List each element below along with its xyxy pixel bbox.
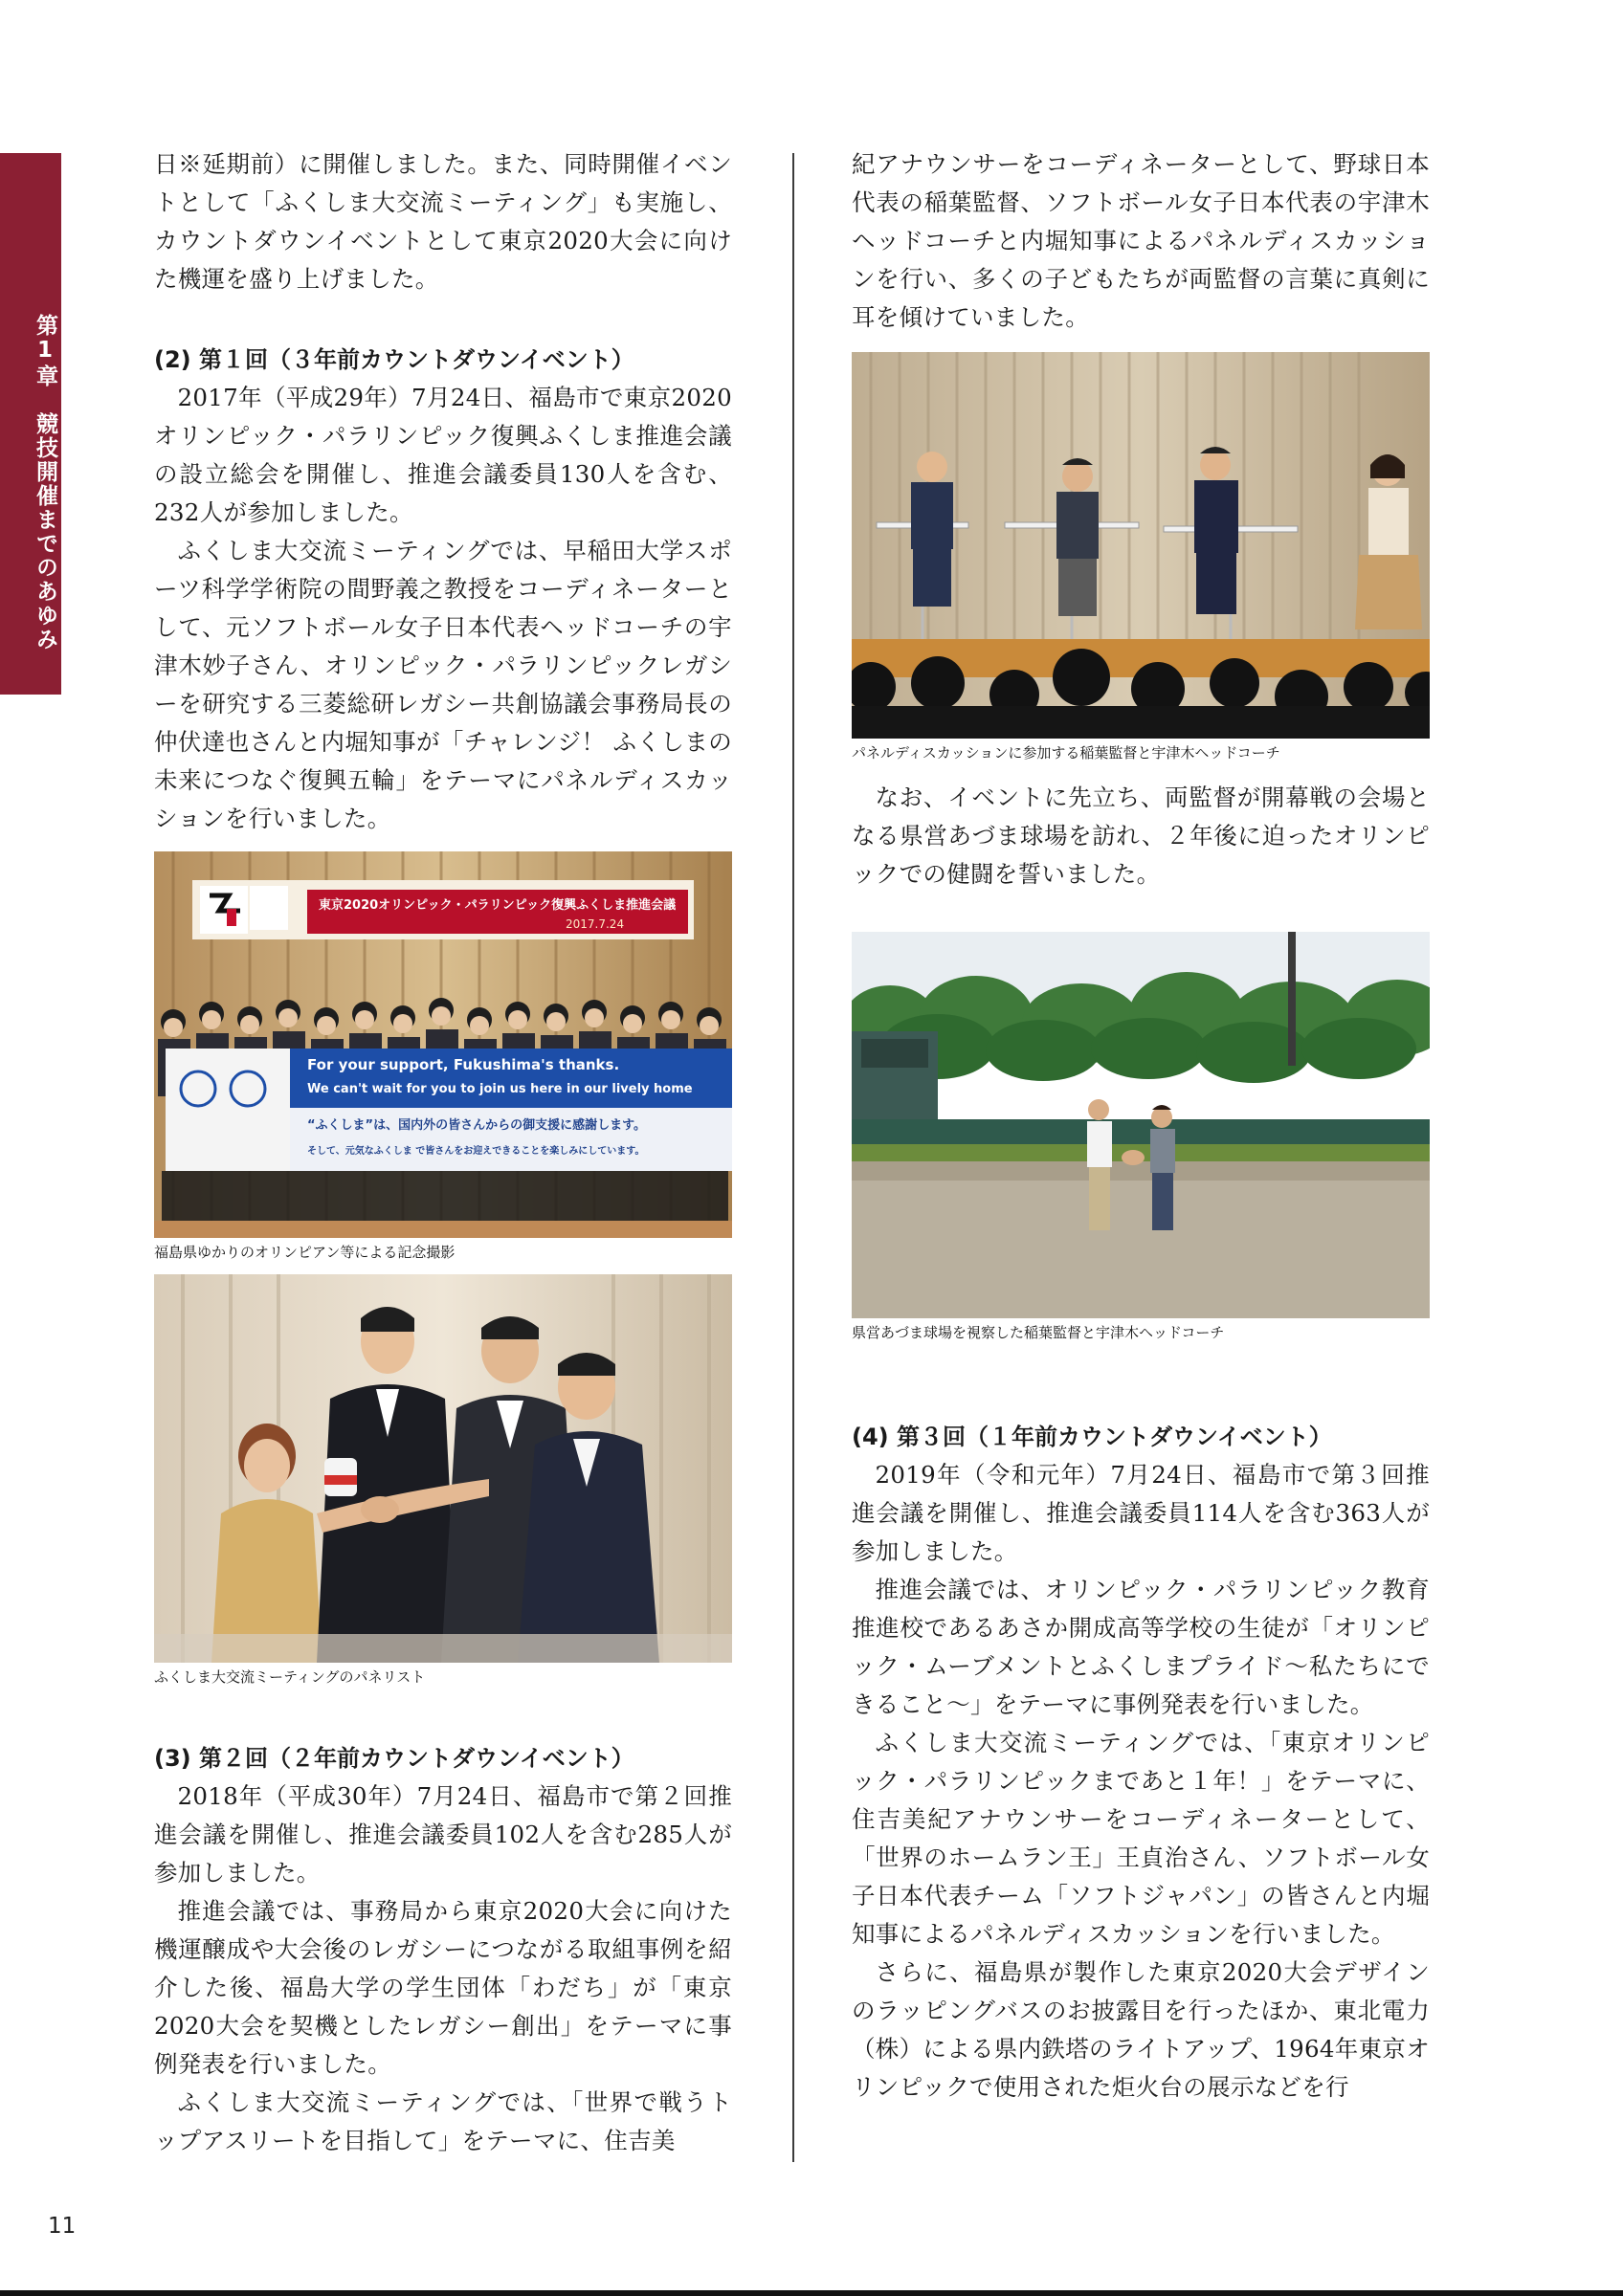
left-column — [154, 145, 732, 2160]
page-number: 11 — [48, 2214, 77, 2239]
section-3-heading: (3) 第２回（２年前カウントダウンイベント） — [154, 1745, 634, 1772]
section-2-paragraph-2: ふくしま大交流ミーティングでは、早稲田大学スポーツ科学学術院の間野義之教授をコーディネーターとして、元ソフトボール女子日本代表ヘッドコーチの宇津木妙子さん、オリンピック・パラリンピックレガシーを研究する三菱総研レガシー共創協議会事務局長の仲伏達也さんと内堀知事が「チャレンジ！ ふくしまの未来につなぐ復興五輪」をテーマにパネルディスカッションを行いました。 — [154, 537, 732, 832]
section-4-paragraph-3: ふくしま大交流ミーティングでは、「東京オリンピック・パラリンピックまであと１年！」をテーマに、住吉美紀アナウンサーをコーディネーターとして、「世界のホームラン王」王貞治さん、ソフトボール女子日本代表チーム「ソフトジャパン」の皆さんと内堀知事によるパネルディスカッションを行いました。 — [852, 1729, 1430, 1948]
banner-title-text: 東京2020オリンピック・パラリンピック復興ふくしま推進会議 — [319, 898, 677, 913]
chapter-tab: 第1章 競技開催までのあゆみ — [0, 153, 61, 695]
stadium-visit-paragraph: なお、イベントに先立ち、両監督が開幕戦の会場となる県営あづま球場を訪れ、２年後に迫ったオリンピックでの健闘を誓いました。 — [852, 784, 1430, 888]
intro-paragraph: 日※延期前）に開催しました。また、同時開催イベントとして「ふくしま大交流ミーティング」も実施し、カウントダウンイベントとして東京2020大会に向けた機運を盛り上げました。 — [154, 150, 732, 293]
photo-panel-discussion — [852, 352, 1430, 739]
bottom-rule — [0, 2290, 1623, 2296]
photo-commemorative — [154, 851, 732, 1238]
column-divider — [792, 153, 794, 2162]
commemorative-photo-image — [154, 851, 732, 1238]
photo-panelists-caption: ふくしま大交流ミーティングのパネリスト — [154, 1668, 426, 1686]
section-3-paragraph-3: ふくしま大交流ミーティングでは、「世界で戦うトップアスリートを目指して」をテーマに、住吉美 — [154, 2088, 732, 2154]
section-2-heading: (2) 第１回（３年前カウントダウンイベント） — [154, 346, 634, 373]
panelists-photo-image — [154, 1274, 732, 1663]
banner-date-text: 2017.7.24 — [566, 917, 625, 931]
section-3-paragraph-2: 推進会議では、事務局から東京2020大会に向けた機運醸成や大会後のレガシーにつながる取組事例を紹介した後、福島大学の学生団体「わだち」が「東京2020大会を契機としたレガシー創出」をテーマに事例発表を行いました。 — [154, 1897, 732, 2078]
section-3-paragraph-1: 2018年（平成30年）7月24日、福島市で第２回推進会議を開催し、推進会議委員102人を含む285人が参加しました。 — [154, 1782, 732, 1887]
photo-commemorative-caption: 福島県ゆかりのオリンピアン等による記念撮影 — [154, 1244, 456, 1261]
right-column — [852, 145, 1430, 2107]
section-4-paragraph-4: さらに、福島県が製作した東京2020大会デザインのラッピングバスのお披露目を行ったほか、東北電力（株）による県内鉄塔のライトアップ、1964年東京オリンピックで使用された炬火台の展示などを行 — [852, 1958, 1431, 2101]
sign-line-4: そして、元気なふくしま で皆さんをお迎えできることを楽しみにしています。 — [307, 1146, 645, 1157]
section-2-paragraph-1: 2017年（平成29年）7月24日、福島市で東京2020オリンピック・パラリンピック復興ふくしま推進会議の設立総会を開催し、推進会議委員130人を含む、232人が参加しました。 — [154, 384, 732, 526]
continuation-paragraph: 紀アナウンサーをコーディネーターとして、野球日本代表の稲葉監督、ソフトボール女子日本代表の宇津木ヘッドコーチと内堀知事によるパネルディスカッションを行い、多くの子どもたちが両監督の言葉に真剣に耳を傾けていました。 — [852, 150, 1430, 331]
photo-stadium-visit — [852, 932, 1430, 1318]
stadium-visit-photo-image — [852, 932, 1430, 1318]
sign-line-3: “ふくしま”は、国内外の皆さんからの御支援に感謝します。 — [307, 1118, 647, 1133]
section-4-paragraph-1: 2019年（令和元年）7月24日、福島市で第３回推進会議を開催し、推進会議委員114人を含む363人が参加しました。 — [852, 1461, 1430, 1565]
sign-line-2: We can't wait for you to join us here in our lively home — [307, 1082, 693, 1096]
sign-line-1: For your support, Fukushima's thanks. — [307, 1056, 620, 1073]
panel-discussion-photo-image — [852, 352, 1430, 739]
photo-panelists — [154, 1274, 732, 1663]
section-4-heading: (4) 第３回（１年前カウントダウンイベント） — [852, 1424, 1332, 1450]
photo-stadium-visit-caption: 県営あづま球場を視察した稲葉監督と宇津木ヘッドコーチ — [852, 1324, 1225, 1341]
section-4-paragraph-2: 推進会議では、オリンピック・パラリンピック教育推進校であるあさか開成高等学校の生徒が「オリンピック・ムーブメントとふくしまプライド～私たちにできること～」をテーマに事例発表を行いました。 — [852, 1576, 1430, 1718]
photo-panel-discussion-caption: パネルディスカッションに参加する稲葉監督と宇津木ヘッドコーチ — [852, 744, 1280, 762]
